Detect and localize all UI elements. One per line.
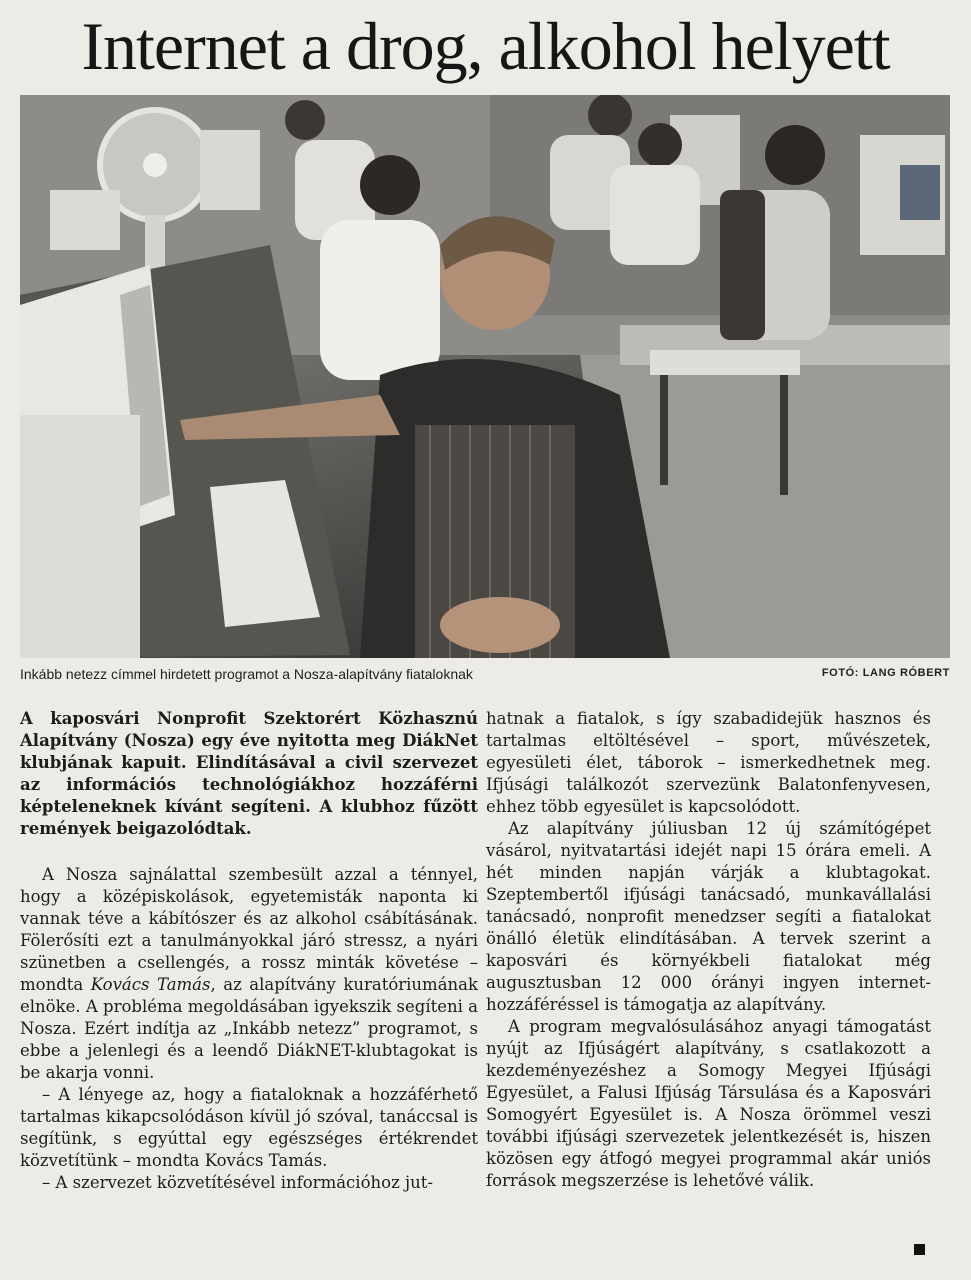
- photo-credit: FOTÓ: LANG RÓBERT: [821, 667, 950, 679]
- article-paragraph: [20, 864, 478, 1084]
- photo-caption-bar: [20, 663, 950, 685]
- article-end-mark: [914, 1244, 925, 1255]
- article-paragraph: hatnak a fiatalok, s így szabadidejük hasznos és tartalmas eltöltésével – sport, művészetek, egyesületi élet, táborok – ismerkedhetnek meg. Ifjúsági találkozót szervezünk Balatonfenyvesen, ehhez több egyesület is kapcsolódott.: [486, 709, 931, 816]
- article-paragraph: – A lényege az, hogy a fiataloknak a hozzáférhető tartalmas kikapcsolódáson kívül jó szóval, tanáccsal is segítünk, s egyúttal egy egészséges értékrendet közvetítünk – mondta Kovács Tamás.: [20, 1085, 478, 1170]
- article-paragraph: – A szervezet közvetítésével információhoz jut-: [42, 1173, 433, 1192]
- article-lead: A kaposvári Nonprofit Szektorért Közhasznú Alapítvány (Nosza) egy éve nyitotta meg DiákNet klubjának kapuit. Elindításával a civil szervezet az információs technológiákhoz hozzáférni képteleneknek kívánt segíteni. A klubhoz fűzött remények beigazolódtak.: [20, 709, 478, 838]
- article-column-left: [20, 708, 478, 1194]
- quoted-name: Kovács Tamás: [90, 975, 211, 994]
- headline: Internet a drog, alkohol helyett: [81, 8, 890, 84]
- paragraph-text: , az alapítvány kuratóriumának elnöke. A probléma megoldásában igyekszik segíteni a Nosza. Ezért indítja az „Inkább netezz” programot, s ebbe a jelenlegi és a leendő DiákNET-klubtagokat is be akarja vonni.: [20, 975, 478, 1082]
- article-paragraph: A program megvalósulásához anyagi támogatást nyújt az Ifjúságért alapítvány, s csatlakozott a kezdeményezéshez a Somogy Megyei Ifjúsági Egyesület, a Falusi Ifjúság Társulása és a Kaposvári Somogyért Egyesület is. A Nosza örömmel veszi további ifjúsági szervezetek jelentkezését is, hiszen közösen egy átfogó megyei programmal akár uniós források megszerzése is lehetővé válik.: [486, 1017, 931, 1190]
- article-column-right: [486, 708, 931, 1192]
- article-paragraph: Az alapítvány júliusban 12 új számítógépet vásárol, nyitvatartási idejét napi 15 órára emeli. A hét minden napján várják a klubtagokat. Szeptembertől ifjúsági tanácsadó, munkavállalási tanácsadó, nonprofit menedzser segíti a fiatalokat önálló életük elindításában. A tervek szerint a kaposvári és környékbeli fiatalokat még augusztusban 12 000 órányi ingyen internet-hozzáféréssel is támogatja az alapítvány.: [486, 819, 931, 1014]
- paragraph-text: A Nosza sajnálattal szembesült azzal a ténnyel, hogy a középiskolások, egyetemisták naponta ki vannak téve a kábítószer és az alkohol csábításának. Fölerősíti ezt a tanulmányokkal járó stressz, a nyári szünetben a csellengés, a rossz minták követése – mondta: [20, 865, 478, 994]
- photo-caption: Inkább netezz címmel hirdetett programot a Nosza-alapítvány fiataloknak: [20, 666, 473, 682]
- photo-illustration: [20, 95, 950, 658]
- article-photo: [20, 95, 950, 658]
